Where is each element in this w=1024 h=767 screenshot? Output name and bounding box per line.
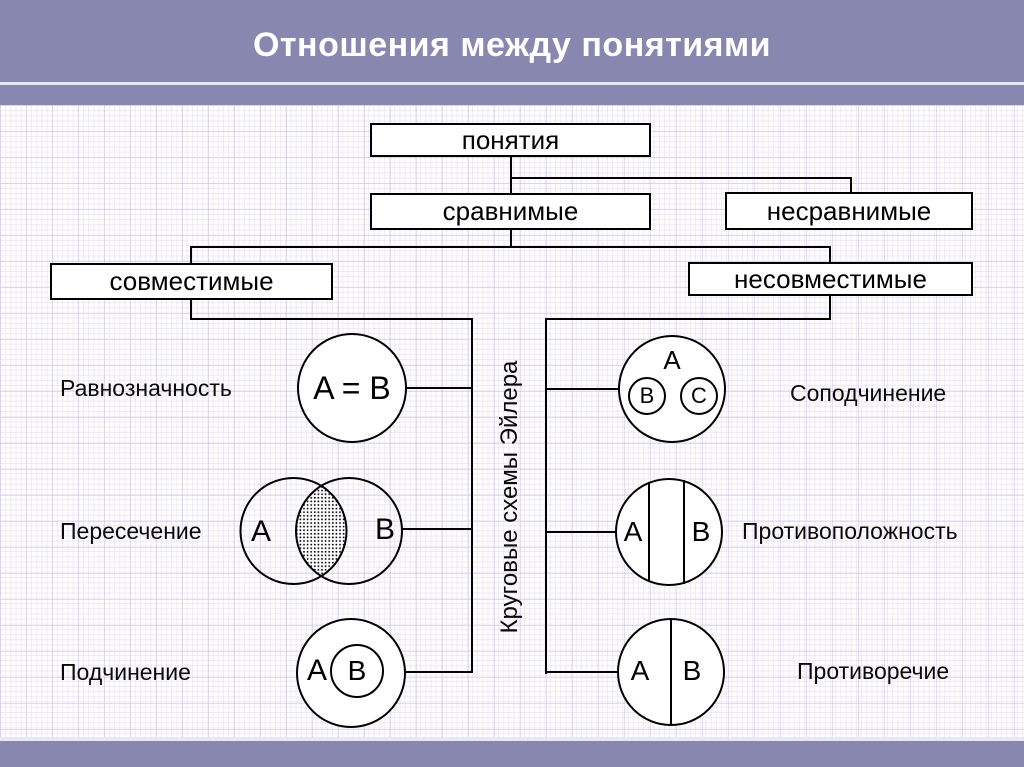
box-concepts (370, 123, 651, 157)
label-subordination: Подчинение (60, 659, 191, 685)
box-incomparable-label: несравнимые (766, 195, 932, 226)
contradiction-letter-b: B (682, 655, 702, 686)
label-intersection: Пересечение (60, 518, 202, 544)
contradiction-letter-a: A (630, 655, 650, 686)
intersection-venn-diagram (238, 475, 406, 587)
connector-left-elbow (190, 318, 473, 320)
equivalence-circle (297, 333, 407, 443)
connector-drop-incomparable (850, 177, 852, 193)
intersection-lens (296, 486, 347, 576)
subordination-letter-b: B (347, 655, 367, 686)
box-comparable (370, 193, 651, 230)
connector-concepts-comparable (510, 157, 512, 194)
bottom-band (0, 741, 1024, 767)
intersection-letter-b: B (374, 513, 396, 546)
label-coordination: Соподчинение (790, 380, 947, 406)
connector-drop-compatible (190, 246, 192, 264)
connector-drop-incompatible (829, 246, 831, 263)
euler-axis-label: Круговые схемы Эйлера (496, 360, 523, 634)
connector-right-elbow (545, 318, 831, 320)
equivalence-formula: A = B (313, 369, 391, 406)
left-spine (471, 318, 473, 673)
box-compatible (50, 263, 333, 300)
coordination-inner-circle-b (628, 377, 666, 415)
opposition-letter-a: A (623, 516, 643, 547)
intersection-letter-a: A (250, 515, 272, 548)
coordination-letter-a: A (663, 345, 681, 375)
connector-incompatible-down (829, 296, 831, 320)
stub-opposition (547, 531, 616, 533)
connector-compatible-down (190, 300, 192, 320)
box-concepts-label: понятия (461, 124, 560, 155)
connector-comparable-down (510, 230, 512, 247)
coordination-letter-c: C (691, 383, 707, 408)
label-equivalence: Равнозначность (60, 375, 232, 401)
right-spine (545, 318, 547, 674)
coordination-letter-b: B (639, 383, 655, 408)
stub-equivalence (404, 387, 472, 389)
opposition-chord-left (648, 482, 650, 582)
slide-title: Отношения между понятиями (252, 26, 772, 64)
box-comparable-label: сравнимые (442, 196, 579, 226)
top-band-divider (0, 82, 1024, 85)
stub-contradiction (547, 671, 618, 673)
box-incompatible (688, 262, 973, 296)
box-compatible-label: совместимые (109, 266, 274, 296)
connector-branch-incomparable (510, 177, 852, 179)
stub-coordination (547, 388, 619, 390)
box-incomparable (725, 192, 973, 230)
stub-subordination (404, 671, 473, 673)
opposition-letter-b: B (691, 516, 711, 547)
contradiction-diameter (670, 619, 672, 725)
subordination-inner-circle (330, 644, 384, 698)
subordination-letter-a: A (306, 654, 327, 687)
label-opposition: Противоположность (742, 518, 958, 544)
label-contradiction: Противоречие (797, 658, 950, 684)
stub-intersection (402, 528, 472, 530)
opposition-chord-right (683, 480, 685, 584)
box-incompatible-label: несовместимые (734, 263, 927, 294)
coordination-inner-circle-c (680, 377, 718, 415)
connector-branch-row2 (190, 246, 831, 248)
